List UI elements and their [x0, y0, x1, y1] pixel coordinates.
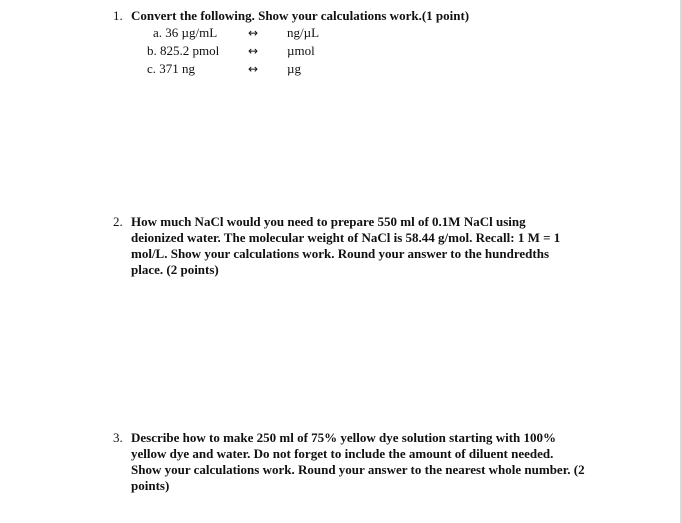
conversion-a-target: ng/µL	[287, 25, 320, 40]
conversion-c-label: c. 371 ng	[147, 61, 196, 76]
double-arrow-icon: ↔	[248, 44, 259, 58]
conversion-b-target: µmol	[287, 43, 315, 58]
question-2-text: How much NaCl would you need to prepare 550 ml of 0.1M NaCl using deionized water. The molecular weight of NaCl is 58.44 g/mol. Recall: 1 M = 1 mol/L. Show your calculations work. Round your answer to the hundredths place. (2 points)	[131, 214, 561, 277]
double-arrow-icon: ↔	[248, 62, 259, 76]
double-arrow-icon: ↔	[248, 26, 259, 40]
question-3-number: 3.	[113, 430, 123, 445]
conversion-b-label: b. 825.2 pmol	[147, 43, 220, 58]
question-3-text: Describe how to make 250 ml of 75% yellow dye solution starting with 100% yellow dye and water. Do not forget to include the amount of diluent needed. Show your calculations work. Round your answer to the nearest whole number. (2 points)	[131, 430, 585, 493]
question-2-number: 2.	[113, 214, 123, 229]
question-1-number: 1.	[113, 8, 123, 23]
conversion-a-label: a. 36 µg/mL	[153, 25, 218, 40]
conversion-c-target: µg	[287, 61, 301, 76]
question-1-prompt: Convert the following. Show your calculations work.(1 point)	[131, 8, 470, 23]
